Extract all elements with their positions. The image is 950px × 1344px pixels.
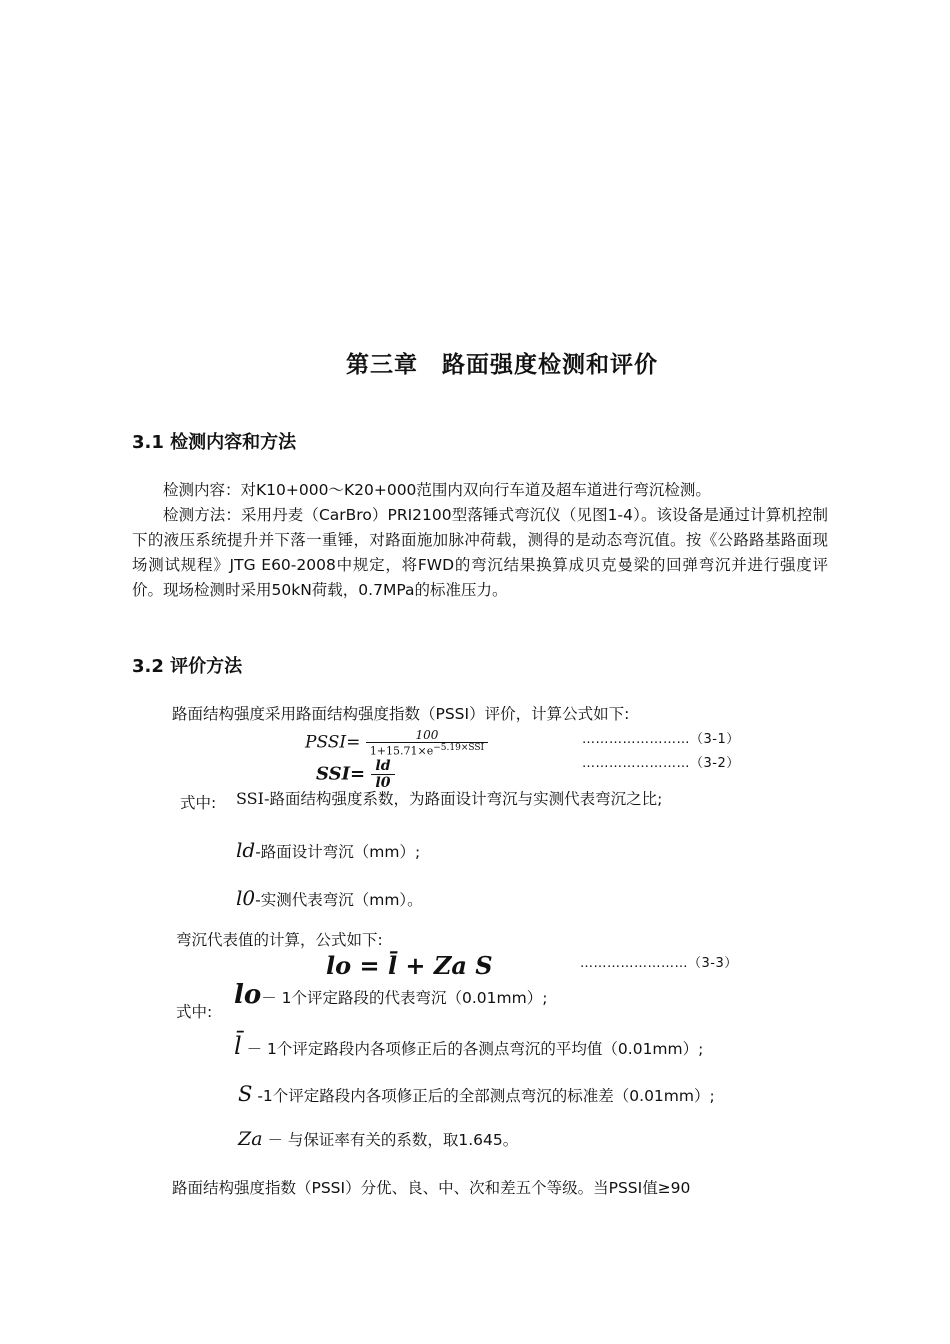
equation-3-3: lo = l̄ + Za S — [326, 951, 493, 980]
section-heading-3-1: 3.1 检测内容和方法 — [132, 432, 297, 453]
def-lo-text: － 1个评定路段的代表弯沉（0.01mm）; — [261, 989, 548, 1007]
def-ld-text: -路面设计弯沉（mm）; — [255, 843, 421, 861]
eq1-fraction — [366, 728, 488, 758]
eq1-reference: ……………………（3-1） — [582, 732, 740, 747]
eq3-reference: ……………………（3-3） — [580, 956, 738, 971]
symbol-s: S — [238, 1082, 253, 1106]
pssi-grade-line: 路面结构强度指数（PSSI）分优、良、中、次和差五个等级。当PSSI值≥90 — [172, 1179, 691, 1197]
representative-intro: 弯沉代表值的计算，公式如下: — [176, 931, 383, 949]
def-za-text: － 与保证率有关的系数，取1.645。 — [267, 1131, 519, 1149]
def-lbar-text: － 1个评定路段内各项修正后的各测点弯沉的平均值（0.01mm）; — [246, 1040, 704, 1058]
detection-content-paragraph: 检测内容：对K10+000～K20+000范围内双向行车道及超车道进行弯沉检测。 — [163, 481, 711, 499]
equation-3-1 — [305, 728, 488, 758]
symbol-lbar: l̄ — [234, 1032, 242, 1060]
def-ssi — [236, 787, 662, 809]
symbol-lo: lo — [234, 980, 262, 1010]
eq2-lhs: SSI= — [316, 763, 366, 785]
where-label-1: 式中: — [180, 794, 217, 812]
def-s — [238, 1082, 715, 1106]
eq2-denominator: l0 — [371, 774, 394, 791]
eq1-lhs: PSSI= — [305, 732, 361, 753]
detection-method-paragraph: 检测方法：采用丹麦（CarBro）PRI2100型落锤式弯沉仪（见图1-4）。该设备是通过计算机控制下的液压系统提升并下落一重锤，对路面施加脉冲荷载，测得的是动态弯沉值。按《公路路基路面现场测试规程》JTG E60-2008中规定，将FWD的弯沉结果换算成贝克曼梁的回弹弯沉并进行强度评价。现场检测时采用50kN荷载，0.7MPa的标准压力。 — [132, 506, 828, 599]
eq1-numerator: 100 — [415, 728, 439, 742]
eq1-exponent: −5.19×SSI — [433, 743, 485, 753]
eq2-numerator: ld — [375, 758, 391, 774]
eq1-denominator-base: 1+15.71×e — [369, 744, 434, 758]
def-lo — [234, 980, 547, 1010]
eq1-denominator — [366, 742, 488, 758]
chapter-title: 第三章 路面强度检测和评价 — [346, 352, 658, 378]
def-l0 — [236, 886, 423, 910]
evaluation-intro: 路面结构强度采用路面结构强度指数（PSSI）评价，计算公式如下: — [172, 705, 630, 723]
def-lbar — [234, 1032, 703, 1060]
section-heading-3-2: 3.2 评价方法 — [132, 656, 243, 677]
symbol-l0: l0 — [236, 886, 256, 910]
def-za — [238, 1128, 518, 1150]
def-s-text: -1个评定路段内各项修正后的全部测点弯沉的标准差（0.01mm）; — [257, 1087, 715, 1105]
where-label-2: 式中: — [176, 1003, 213, 1021]
def-ssi-text: -路面结构强度系数，为路面设计弯沉与实测代表弯沉之比; — [263, 790, 663, 808]
symbol-ld: ld — [236, 838, 256, 862]
section-3-1-body — [132, 478, 828, 603]
symbol-ssi: SSI — [236, 789, 264, 808]
def-l0-text: -实测代表弯沉（mm）。 — [255, 891, 423, 909]
def-ld — [236, 838, 420, 862]
eq2-reference: ……………………（3-2） — [582, 756, 740, 771]
symbol-za: Za — [238, 1128, 263, 1150]
